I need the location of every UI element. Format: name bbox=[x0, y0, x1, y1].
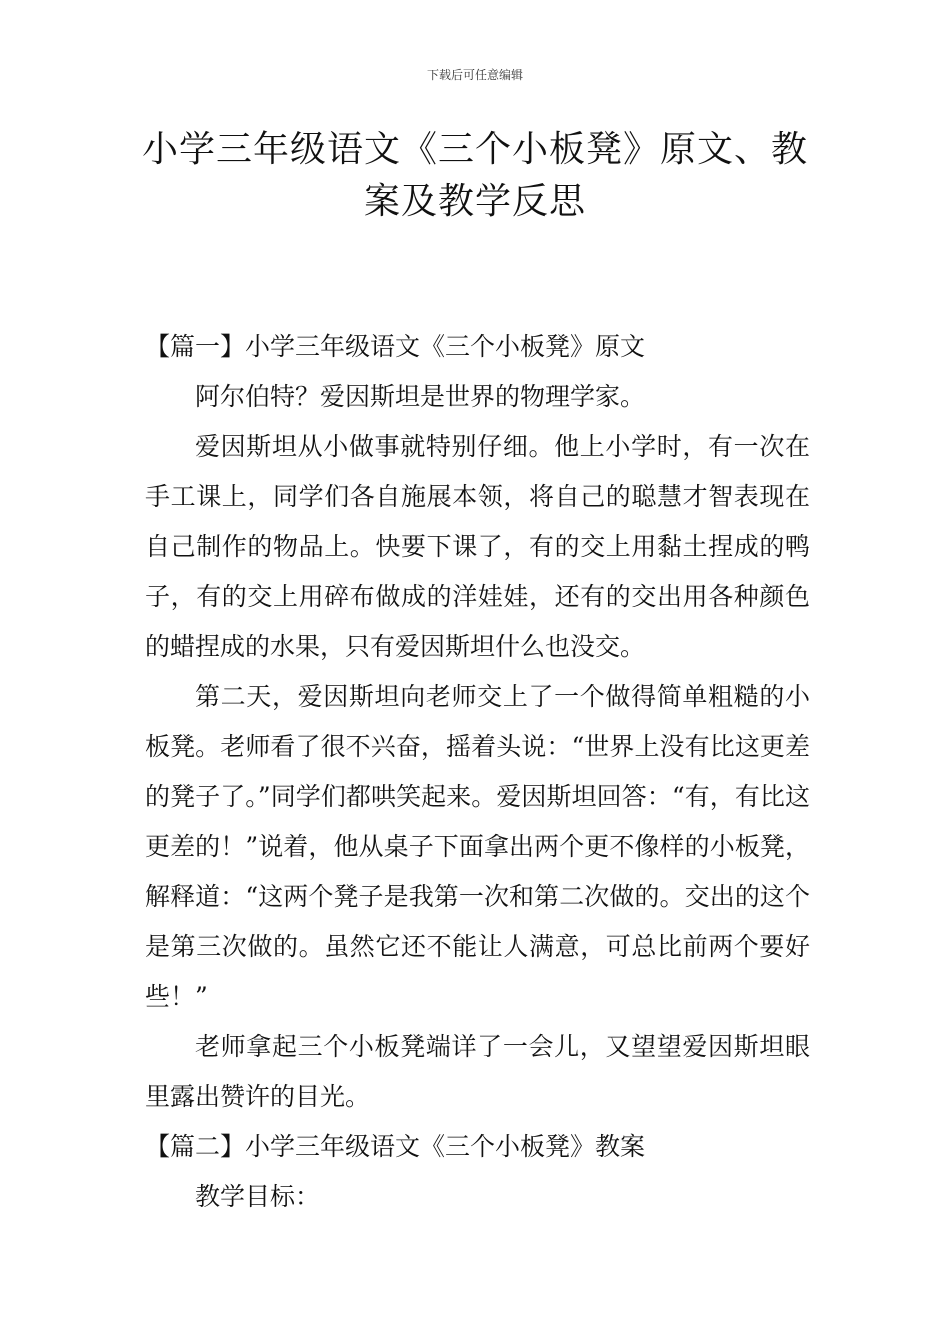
paragraph: 教学目标： bbox=[195, 1182, 321, 1211]
section-heading: 【篇一】小学三年级语文《三个小板凳》原文 bbox=[145, 332, 646, 361]
header-note: 下载后可任意编辑 bbox=[426, 68, 523, 82]
paragraph: 老师拿起三个小板凳端详了一会儿，又望望爱因斯坦眼里露出赞许的目光。 bbox=[145, 1032, 810, 1111]
paragraph: 第二天，爱因斯坦向老师交上了一个做得简单粗糙的小板凳。老师看了很不兴奋，摇着头说：“世界上没有比这更差的凳子了。”同学们都哄笑起来。爱因斯坦回答：“有，有比这更差的！”说着，他从桌子下面拿出两个更不像样的小板凳，解释道：“这两个凳子是我第一次和第二次做的。交出的这个是第三次做的。虽然它还不能让人满意，可总比前两个要好些！” bbox=[145, 682, 810, 1011]
section-heading: 【篇二】小学三年级语文《三个小板凳》教案 bbox=[145, 1132, 646, 1161]
paragraph: 阿尔伯特？爱因斯坦是世界的物理学家。 bbox=[195, 382, 646, 411]
document-body bbox=[145, 322, 810, 1222]
document-title: 小学三年级语文《三个小板凳》原文、教案及教学反思 bbox=[141, 129, 808, 222]
paragraph: 爱因斯坦从小做事就特别仔细。他上小学时，有一次在手工课上，同学们各自施展本领，将自己的聪慧才智表现在自己制作的物品上。快要下课了，有的交上用黏土捏成的鸭子，有的交上用碎布做成的洋娃娃，还有的交出用各种颜色的蜡捏成的水果，只有爱因斯坦什么也没交。 bbox=[145, 432, 810, 661]
